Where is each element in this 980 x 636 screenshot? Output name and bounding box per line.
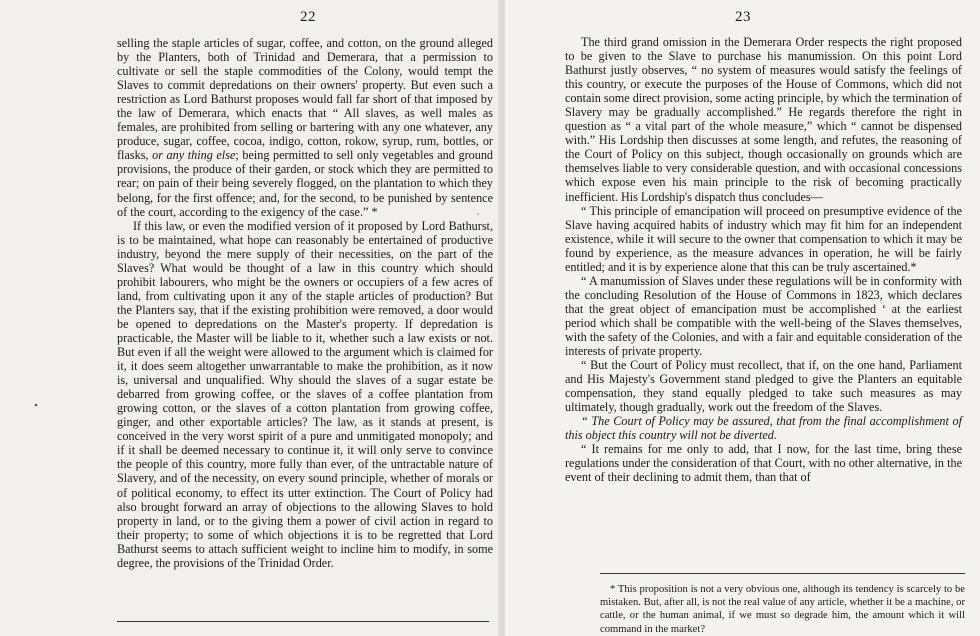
page-bottom-rule — [117, 621, 489, 622]
paragraph-continued — [117, 36, 493, 219]
paragraph: The third grand omission in the Demerara Order respects the right proposed to be given to the Slave to purchase his manumission. On this point Lord Bathurst justly observes, “ no system of measures would satisfy the feelings of this country, or execute the purposes of the House of Commons, which did not contain some direct provision, some acting principle, by which the termination of Slavery may be gradually accomplished.” He regards therefore the right in question as “ a vital part of the whole measure,” which “ cannot be dispensed with.” His Lordship then discusses at some length, and refutes, the reasoning of the Court of Policy on this subject, though occasionally on grounds which are themselves liable to very considerable question, and with occasional concessions which expose even his main principle to the risk of becoming practically inefficient. His Lordship's dispatch thus concludes— — [565, 35, 963, 204]
left-page-body — [117, 36, 493, 570]
page-number-right: 23 — [735, 9, 751, 25]
italic-phrase: or any thing else — [152, 148, 236, 163]
paragraph: If this law, or even the modified version of it proposed by Lord Bathurst, is to be maintained, what hope can reasonably be entertained of productive industry, beyond the mere supply of their necessities, on the part of the Slaves? What would be thought of a law in this country which should prohibit labourers, who might be the owners or occupiers of a few acres of land, from cultivating upon it any of the staple articles of production? But the Planters say, that if the existing prohibition were removed, a door would be opened to depredations on the Master's property. If depredation is practicable, the Master will be liable to it, whether such a law exists or not. But even if all the weight were allowed to the argument which is claimed for it, it does seem altogether unwarrantable to make the prohibition, as it now is, universal and unqualified. Why should the slaves of a sugar estate be debarred from growing coffee, or the slaves of a coffee plantation from growing cotton, or the slaves of a cotton plantation from growing coffee, ginger, and other exportable articles? The law, as it stands at present, is conceived in the very worst spirit of a pure and unmitigated monopoly; and if it shall be deemed necessary to continue it, it will only serve to convince the people of this country, more fully than ever, of the untractable nature of Slavery, and of the necessity, on every sound principle, whether of morals or of political economy, to effect its utter extinction. The Court of Policy had also brought forward an array of objections to the allowing Slaves to hold property in land, or to the giving them a power of civil action in regard to their property; to some of which objections it is to be regretted that Lord Bathurst seems to attach sufficient weight to incline him to modify, in some degree, the provisions of the Trinidad Order. — [117, 218, 493, 570]
paragraph-text: ; being permitted to sell only vegetables and ground provisions, the produce of their garden, or stock which they are permitted to rear; on pain of their being severely flogged, on the plantation to which they belong, for the first offence; and, for the second, to be punished by sentence of the court, according to the exigency of the case.” * — [117, 148, 494, 219]
footnote: * This proposition is not a very obvious one, although its tendency is scarcely to be mistaken. But, after all, is not the real value of any article, whether it be a machine, or cattle, or the human animal, if we must so degrade him, the amount which it will command in the market? — [600, 584, 965, 635]
paragraph-italic — [565, 414, 962, 442]
paragraph-text: selling the staple articles of sugar, coffee, and cotton, on the ground alleged by the Planters, both of Trinidad and Demerara, that a permission to cultivate or sell the staple commodities of the Colony, would tempt the Slaves to commit depredations on their owners' property. But even such a restriction as Lord Bathurst proposes would fall far short of that imposed by the law of Demerara, which enacts that “ All slaves, as well males as females, are prohibited from selling or bartering with any one whatever, any produce, sugar, coffee, cocoa, indigo, cotton, rokow, syrup, rum, bottles, or flasks, — [117, 36, 493, 163]
italic-quote: “ The Court of Policy may be assured, that from the final accomplishment of this object this country will not be diverted. — [565, 414, 962, 443]
paragraph: “ But the Court of Policy must recollect, that if, on the one hand, Parliament and His Majesty's Government stand pledged to give the Planters an equitable compensation, they stand equally pledged to take such measures as may ultimately, though gradually, work out the freedom of the Slaves. — [565, 358, 962, 415]
right-page — [505, 0, 980, 636]
page-number-left: 22 — [300, 9, 316, 25]
right-page-body — [565, 35, 962, 485]
paragraph: “ It remains for me only to add, that I now, for the last time, bring these regulations under the consideration of that Court, with no other alternative, in the event of their declining to admit them, than that of — [565, 442, 962, 485]
paragraph: “ This principle of emancipation will proceed on presumptive evidence of the Slave having acquired habits of industry which may fit him for an independent existence, while it will secure to the owner that compensation to which it may be found by experience, as the measure advances in operation, he will be fairly entitled; and it is by experience alone that this can be truly ascertained.* — [565, 203, 962, 274]
paragraph: “ A manumission of Slaves under these regulations will be in conformity with the concluding Resolution of the House of Commons in 1823, which declares that the great object of emancipation must be accomplished ‘ at the earliest period which shall be compatible with the well-being of the Slaves themselves, with the safety of the Colonies, and with a fair and equitable consideration of the interests of private property. — [565, 273, 962, 359]
footnote-rule — [600, 573, 965, 574]
